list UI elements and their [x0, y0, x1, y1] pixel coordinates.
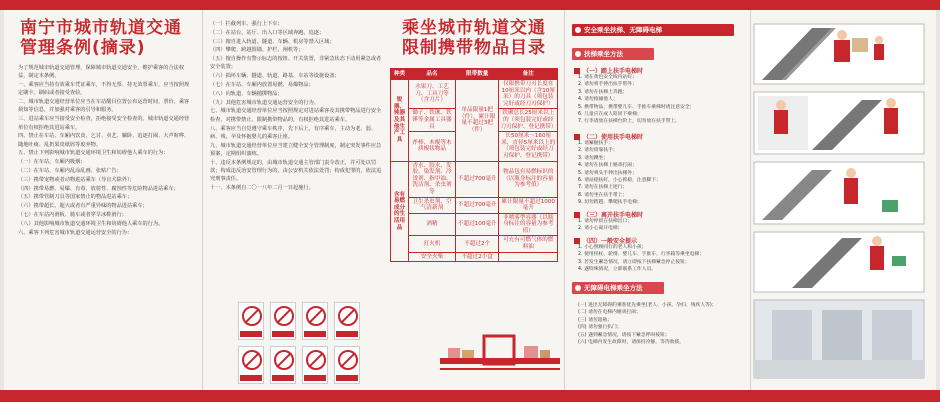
- paragraph: （四）攀爬、跨越围墙、护栏、闸机等；: [210, 47, 304, 54]
- item-name: 锄子、铁锹、铁锤等金属工具器具: [409, 109, 456, 132]
- paragraph: （六）携带超长、超大或者有严重异味的物品进站乘车；: [18, 203, 148, 210]
- sub-section-header: 扶梯乘坐方法: [572, 48, 654, 60]
- paragraph: （八）向轨道、车辆抛掷物品；: [210, 90, 283, 97]
- item-limit: 单品限量1把（件），累计限量不超过3把（件）: [455, 80, 499, 162]
- item-limit: 不超过2小盒: [455, 252, 499, 262]
- list-item: 2. 请勿倚靠扶手；: [578, 148, 618, 154]
- item-name: 斧棒、木棍等木质棍状物品: [409, 132, 456, 161]
- item-name: 卫生杀虫剂、空气清新剂: [409, 197, 456, 213]
- step-heading: （一）踏上扶手电梯时: [574, 66, 643, 75]
- list-item: 3. 若发生紧急情况，请立即按下扶梯紧急停止按钮；: [578, 259, 690, 265]
- step-heading: （三）离开扶手电梯时: [574, 210, 643, 219]
- prohibition-sign-icon: [334, 302, 360, 340]
- list-item: 7. 行李请放在扶梯台阶上，切勿放在扶手带上。: [578, 119, 681, 125]
- paragraph: （八）其他影响城市轨道交通环境卫生和妨碍他人乘车的行为。: [18, 220, 164, 227]
- restricted-items-title: [388, 18, 560, 58]
- item-limit: 不超过700毫升: [455, 197, 499, 213]
- security-scanner-illustration: [440, 328, 560, 378]
- category-cell: 锐器、钝器及其他生产工具: [391, 80, 409, 162]
- list-item: 5. 请勿将头手伸出扶梯外；: [578, 170, 637, 176]
- paragraph: （六）损坏车辆、隧道、轨道、路基、车站等设施设备；: [210, 73, 340, 80]
- item-limit: 不超过2个: [455, 236, 499, 252]
- regulation-text: [18, 64, 194, 237]
- table-row: [391, 80, 558, 109]
- section-header: 安全乘坐扶梯、无障碍电梯: [572, 24, 734, 36]
- list-item: 3. 请勿蹲坐；: [578, 155, 609, 161]
- paragraph: （二）在站台、站厅、出入口等区域奔跑、追逐；: [210, 29, 325, 36]
- paragraph: （三）携带宠物或者动物进站乘车（导盲犬除外）；: [18, 176, 135, 183]
- paragraph: 十一、本条例自二〇一八年二月一日起施行。: [210, 185, 314, 192]
- table-row: [391, 236, 558, 252]
- item-name: 水果刀、工艺刀、工具刀等（含刀片）: [409, 80, 456, 109]
- step-heading: （四）一般安全提示: [574, 236, 637, 245]
- paragraph: 十、违反本条例规定的，由城市轨道交通主管部门责令改正，并可处以罚款；构成违反治安管理行为的，由公安机关依法处罚；构成犯罪的，依法追究刑事责任。: [210, 159, 382, 183]
- paragraph: 六、乘客下列危害城市轨道交通运营安全的行为：: [18, 229, 133, 236]
- list-item: 4. 遇特殊情况，立即联系工作人员。: [578, 267, 657, 273]
- list-item: (六) 电梯内发生故障时，请保持冷静，等待救援。: [578, 340, 685, 346]
- list-item: 8. 请勿坐在扶手带上；: [578, 192, 628, 198]
- paragraph: 为了规范城市轨道交通管理，保障城市轨道交通安全，维护乘客的合法权益，制定本条例。: [18, 65, 185, 80]
- prohibition-sign-icon: [302, 346, 328, 384]
- prohibition-sign-icon: [238, 346, 264, 384]
- item-note: 可充有可燃气体的燃料油: [499, 236, 558, 252]
- table-header: 种类: [391, 69, 409, 80]
- top-red-band: [0, 0, 940, 10]
- paragraph: （一）拦截列车、强行上下车；: [210, 21, 283, 27]
- regulation-title: [20, 18, 182, 58]
- step-heading: （二）使用扶手电梯时: [574, 132, 643, 141]
- paragraph: （四）携带易燃、易爆、有毒、放射性、腐蚀性等危险物品进站乘车；: [18, 185, 179, 192]
- restricted-items-table: [390, 68, 558, 262]
- prohibition-sign-icon: [270, 302, 296, 340]
- prohibition-sign-icon: [302, 302, 328, 340]
- paragraph: （九）其他危害城市轨道交通运营安全的行为。: [210, 99, 319, 106]
- list-item: 9. 切勿跨越、攀爬扶手电梯；: [578, 200, 642, 206]
- table-row: [391, 161, 558, 197]
- item-note: 铁锹总长25厘米以上的（须包装完好或经刀刃保护、登记携带）: [499, 109, 558, 132]
- list-item: 1. 请勿停留在扶梯出口；: [578, 219, 633, 224]
- table-header: 备注: [499, 69, 558, 80]
- list-item: 7. 请勿在扶梯上逆行；: [578, 185, 628, 191]
- item-limit: 不超过700毫升: [455, 161, 499, 197]
- prohibition-sign-icon: [270, 346, 296, 384]
- list-item: 5. 携带物品、携带婴儿车、手推车乘梯时请注意安全；: [578, 104, 695, 110]
- escalator-safety-panel: [568, 10, 748, 390]
- paragraph: 一、乘客应当持有效乘车凭证乘车，不得无票、持无效票乘车，应当按照规定刷卡、刷码或者接受查验。: [18, 82, 190, 97]
- list-item: 6. 请站稳扶好，小心抓稳，注意脚下；: [578, 178, 661, 184]
- regulation-text-continued: [210, 20, 382, 193]
- table-row: [391, 197, 558, 213]
- paragraph: （三）擅自进入轨道、隧道、车辆、机房等禁入区域；: [210, 38, 335, 45]
- fold-line: [750, 10, 751, 390]
- prohibition-sign-icon: [334, 346, 360, 384]
- paragraph: 五、禁止下列影响城市轨道交通环境卫生和妨碍他人乘车的行为：: [18, 150, 169, 157]
- title-line-1: 南宁市城市轨道交通: [20, 18, 182, 38]
- item-note: 物品包有易燃标识的（以瓶身标注的容量为参考值）: [499, 161, 558, 197]
- paragraph: （五）擅自操作有警示标志的按钮、开关装置，非紧急状态下动用紧急或者安全装置；: [210, 56, 382, 71]
- table-header: 品名: [409, 69, 456, 80]
- prohibition-signs: [234, 302, 384, 386]
- list-item: 2. 使用拐杖、轮椅、婴儿车、手推车、行李箱等乘坐电梯；: [578, 252, 705, 258]
- regulation-panel-2: [206, 10, 386, 390]
- item-note: [499, 252, 558, 262]
- bottom-red-band: [0, 390, 940, 402]
- paragraph: （七）在车站、车厢内放置易燃、易爆物品；: [210, 82, 314, 89]
- list-item: 1. 请在黄色安全线内站好；: [578, 75, 637, 80]
- instruction-list: [578, 244, 704, 274]
- item-note: 累计限量不超过1000毫升: [499, 197, 558, 213]
- paragraph: 二、城市轨道交通经营单位应当在车站醒目位置公布运营时间、票价、乘客须知等信息，并加强对乘客的引导和服务。: [18, 99, 190, 114]
- table-header: 限带数量: [455, 69, 499, 80]
- list-item: (五) 遇到紧急情况，请按下紧急呼叫按钮；: [578, 332, 670, 338]
- list-item: 1. 请紧握扶手；: [578, 141, 613, 146]
- regulation-panel-1: [12, 10, 198, 390]
- prohibition-sign-icon: [238, 302, 264, 340]
- list-item: (四) 请勿强行扒门；: [578, 325, 622, 331]
- table-row: [391, 213, 558, 236]
- list-item: (三) 请勿超载；: [578, 317, 613, 323]
- illustration-panel: [752, 10, 932, 390]
- paragraph: 三、进站乘车应当接受安全检查，拒绝接受安全检查的，城市轨道交通经营单位有权拒绝其进站乘车。: [18, 116, 190, 131]
- item-name: 酒精: [409, 213, 456, 236]
- list-item: 2. 请小心离开电梯；: [578, 226, 623, 232]
- list-item: (一) 进出无障碍的乘客优先乘坐(老人、小孩、孕妇、残疾人等)；: [578, 303, 717, 308]
- item-note: 非喷雾型容器（以瓶身标注的容量为参考值）: [499, 213, 558, 236]
- paragraph: （七）在车站内滑板、骑车或者穿旱冰鞋滑行；: [18, 212, 127, 219]
- item-limit: 不超过100毫升: [455, 213, 499, 236]
- instruction-list: [578, 140, 661, 207]
- instruction-list: [578, 218, 632, 233]
- instruction-list: [578, 74, 694, 126]
- paragraph: （一）在车站、车厢内吸烟；: [18, 159, 86, 166]
- fold-line: [564, 10, 565, 390]
- item-name: 打火机: [409, 236, 456, 252]
- instruction-list: [578, 302, 717, 346]
- table-row: [391, 252, 558, 262]
- escalator-illustrations: [752, 10, 932, 390]
- item-note: 仅限携带刀刃长度在10厘米以内（含10厘米）的刀具（须包装完好或经刀刃保护）: [499, 80, 558, 109]
- paragraph: 四、禁止在车站、车厢内饮食、乞讨、卖艺、躺卧、追逐打闹、大声喧哗、随地吐痰、乱扔果皮纸屑等废弃物。: [18, 133, 190, 148]
- restricted-items-panel: [388, 10, 560, 390]
- list-item: 4. 请勿在扶梯上嬉戏打闹；: [578, 163, 637, 169]
- item-name: 安全火柴: [409, 252, 456, 262]
- list-item: 3. 请勿在扶梯上奔跑；: [578, 89, 628, 95]
- list-item: 1. 小心照顾同行的老人和小孩；: [578, 245, 647, 250]
- title-line-2: 管理条例(摘录): [20, 38, 146, 58]
- item-name: 香水、胶水、发胶、染发剂、冷烫剂、指甲油、洗洁剂、杀虫剂等: [409, 161, 456, 197]
- paragraph: 九、城市轨道交通经营单位应当建立健全安全管理制度，制定突发事件应急预案，定期组织演练。: [210, 142, 382, 157]
- title-line-2: 限制携带物品目录: [402, 38, 546, 58]
- paragraph: 八、乘客应当自觉遵守乘车秩序，先下后上，有序乘车，主动为老、弱、病、残、孕及怀抱婴儿的乘客让座。: [210, 125, 377, 140]
- list-item: 6. 儿童应在成人陪同下乘梯；: [578, 112, 642, 118]
- item-note: 长50厘米～160厘米，直径5厘米以上的（须包装完好或经刀刃保护、登记携带）: [499, 132, 558, 161]
- fold-line: [202, 10, 203, 390]
- list-item: (二) 请勿在电梯内嬉戏打闹；: [578, 310, 641, 316]
- sub-section-header: 无障碍电梯乘坐方法: [572, 282, 664, 294]
- paragraph: 七、城市轨道交通经营单位应当按照规定对进站乘客及其携带物品进行安全检查，对携带禁止、限制携带物品的，有权拒绝其进站乘车。: [210, 108, 382, 123]
- title-line-1: 乘坐城市轨道交通: [402, 18, 546, 38]
- list-item: 4. 请勿推搡他人；: [578, 97, 618, 103]
- list-item: 2. 请勿将手伸出扶手带外；: [578, 82, 637, 88]
- category-cell: 含有易燃成分的生活用品: [391, 161, 409, 262]
- paragraph: （五）携带管制刀具等国家禁止的物品进站乘车；: [18, 194, 133, 201]
- paragraph: （二）在车站、车厢内乱涂乱画、张贴广告；: [18, 168, 122, 175]
